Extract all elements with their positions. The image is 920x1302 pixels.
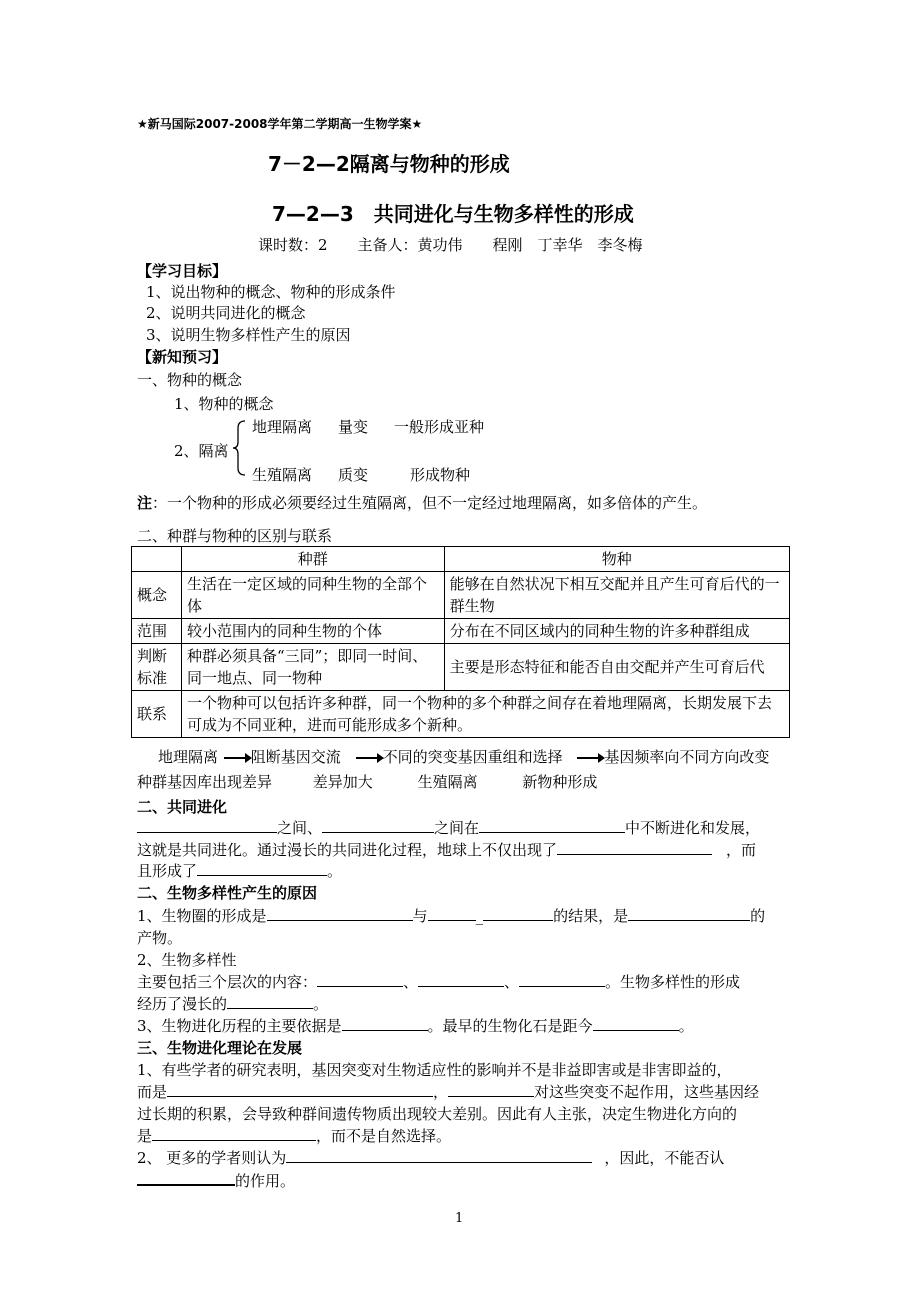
theory-para1-line4: 是 ，而不是自然选择。 [137, 1127, 452, 1145]
header-banner: ★新马国际2007-2008学年第二学期高一生物学案★ [137, 117, 423, 131]
fill-blank[interactable] [286, 1147, 592, 1163]
preview-heading: 【新知预习】 [137, 348, 228, 366]
coevolution-line2: 这就是共同进化。通过漫长的共同进化过程，地球上不仅出现了 ，而 [137, 841, 757, 859]
speciation-flow-line2 [137, 771, 597, 792]
table-row [132, 644, 790, 691]
flow-step: 地理隔离 [158, 748, 219, 766]
fill-blank[interactable] [342, 1015, 428, 1031]
fill-blank[interactable] [483, 905, 553, 921]
theory-heading: 三、生物进化理论在发展 [137, 1039, 303, 1057]
relation-cell: 一个物种可以包括许多种群，同一个物种的多个种群之间存在着地理隔离，长期发展下去可成为不同亚种，进而可能形成多个新种。 [181, 691, 789, 738]
row-label: 概念 [132, 572, 182, 619]
title-primary: 7－2—2隔离与物种的形成 [268, 152, 510, 176]
goal-item: 3、说明生物多样性产生的原因 [146, 326, 351, 344]
table-row [132, 619, 790, 644]
branch-result: 一般形成亚种 [394, 418, 485, 436]
theory-para2-line2: 的作用。 [137, 1169, 295, 1191]
theory-para1-line3: 过长期的积累，会导致种群间遗传物质出现较大差别。因此有人主张，决定生物进化方向的 [137, 1105, 738, 1123]
arrow-right-icon [356, 757, 382, 759]
flow-step: 不同的突变基因重组和选择 [382, 748, 563, 766]
species-concept-item: 1、物种的概念 [174, 395, 274, 413]
theory-para2-line1: 2、 更多的学者则认为 ，因此，不能否认 [137, 1149, 725, 1167]
table-header-cell [132, 547, 182, 572]
fill-blank[interactable] [197, 860, 327, 876]
goals-heading: 【学习目标】 [137, 262, 228, 280]
biodiversity-line1-cont: 产物。 [137, 929, 183, 947]
biodiversity-item2: 2、生物多样性 [137, 951, 237, 969]
branch-term: 生殖隔离 [252, 466, 313, 484]
fill-blank[interactable] [227, 993, 313, 1009]
species-cell: 能够在自然状况下相互交配并且产生可育后代的一群生物 [444, 572, 789, 619]
flow-step: 基因频率向不同方向改变 [604, 748, 770, 766]
coevolution-line3: 且形成了 。 [137, 862, 343, 880]
section-species-concept: 一、物种的概念 [137, 371, 243, 389]
section-population-vs-species: 二、种群与物种的区别与联系 [137, 527, 333, 545]
flow-step: 新物种形成 [522, 773, 598, 791]
brace-icon [232, 420, 246, 476]
fill-blank[interactable] [137, 1169, 235, 1186]
fill-blank[interactable] [267, 905, 413, 921]
branch-change: 量变 [338, 418, 369, 436]
biodiversity-line1: 1、生物圈的形成是 与 _ 的结果，是 的 [137, 907, 766, 925]
biodiversity-heading: 二、生物多样性产生的原因 [137, 884, 318, 902]
biodiversity-levels: 主要包括三个层次的内容： 、 、 。生物多样性的形成 [137, 973, 741, 991]
fill-blank[interactable] [317, 971, 403, 987]
fill-blank[interactable] [628, 905, 750, 921]
species-cell: 分布在不同区域内的同种生物的许多种群组成 [444, 619, 789, 644]
isolation-branch-repro [252, 464, 470, 485]
note-label: 注 [137, 494, 153, 512]
flow-step: 种群基因库出现差异 [137, 773, 273, 791]
species-cell: 主要是形态特征和能否自由交配并产生可育后代 [444, 644, 789, 691]
theory-para1-line2: 而是 ， 对这些突变不起作用，这些基因经 [137, 1083, 760, 1101]
branch-change: 质变 [338, 466, 369, 484]
branch-term: 地理隔离 [252, 418, 313, 436]
speciation-flow-line1 [158, 746, 769, 767]
goal-item: 2、说明共同进化的概念 [146, 304, 306, 322]
table-row [132, 691, 790, 738]
fill-blank[interactable] [479, 817, 625, 833]
table-header-row [132, 547, 790, 572]
fill-blank[interactable] [322, 817, 434, 833]
goal-item: 1、说出物种的概念、物种的形成条件 [146, 283, 396, 301]
arrow-right-icon [224, 757, 250, 759]
fill-blank[interactable] [152, 1125, 316, 1141]
population-cell: 生活在一定区域的同种生物的全部个体 [181, 572, 444, 619]
coevolution-line1: 之间、 之间在 中不断进化和发展， [137, 817, 760, 838]
population-cell: 种群必须具备“三同”；即同一时间、同一地点、同一物种 [181, 644, 444, 691]
fill-blank[interactable] [519, 971, 605, 987]
title-secondary: 7—2—3 共同进化与生物多样性的形成 [272, 202, 634, 226]
table-header-cell: 种群 [181, 547, 444, 572]
row-label: 判断标准 [132, 644, 182, 691]
isolation-branch-geo [252, 416, 484, 437]
flow-step: 阻断基因交流 [250, 748, 341, 766]
table-row [132, 572, 790, 619]
fill-blank[interactable] [137, 817, 277, 833]
fill-blank[interactable] [593, 1015, 679, 1031]
row-label: 范围 [132, 619, 182, 644]
page-number: 1 [455, 1211, 464, 1226]
theory-para1-line1: 1、有些学者的研究表明，基因突变对生物适应性的影响并不是非益即害或是非害即益的， [137, 1061, 732, 1079]
branch-result: 形成物种 [410, 466, 471, 484]
note-text: ：一个物种的形成必须要经过生殖隔离，但不一定经过地理隔离，如多倍体的产生。 [152, 494, 708, 512]
biodiversity-item3: 3、生物进化历程的主要依据是 。最早的生物化石是距今 。 [137, 1017, 694, 1035]
row-label: 联系 [132, 691, 182, 738]
arrow-right-icon [577, 757, 603, 759]
coevolution-heading: 二、共同进化 [137, 798, 228, 816]
table-header-cell: 物种 [444, 547, 789, 572]
flow-step: 生殖隔离 [417, 773, 478, 791]
population-cell: 较小范围内的同种生物的个体 [181, 619, 444, 644]
flow-step: 差异加大 [312, 773, 373, 791]
fill-blank[interactable] [418, 971, 504, 987]
biodiversity-history: 经历了漫长的 。 [137, 995, 329, 1013]
lesson-meta: 课时数：2 主备人：黄功伟 程刚 丁幸华 李冬梅 [258, 236, 643, 254]
fill-blank[interactable] [557, 839, 712, 855]
comparison-table [131, 546, 790, 738]
fill-blank[interactable] [448, 1081, 534, 1097]
note [137, 492, 707, 513]
isolation-label: 2、隔离 [174, 442, 229, 460]
fill-blank[interactable] [167, 1081, 433, 1097]
fill-blank[interactable] [428, 905, 476, 921]
